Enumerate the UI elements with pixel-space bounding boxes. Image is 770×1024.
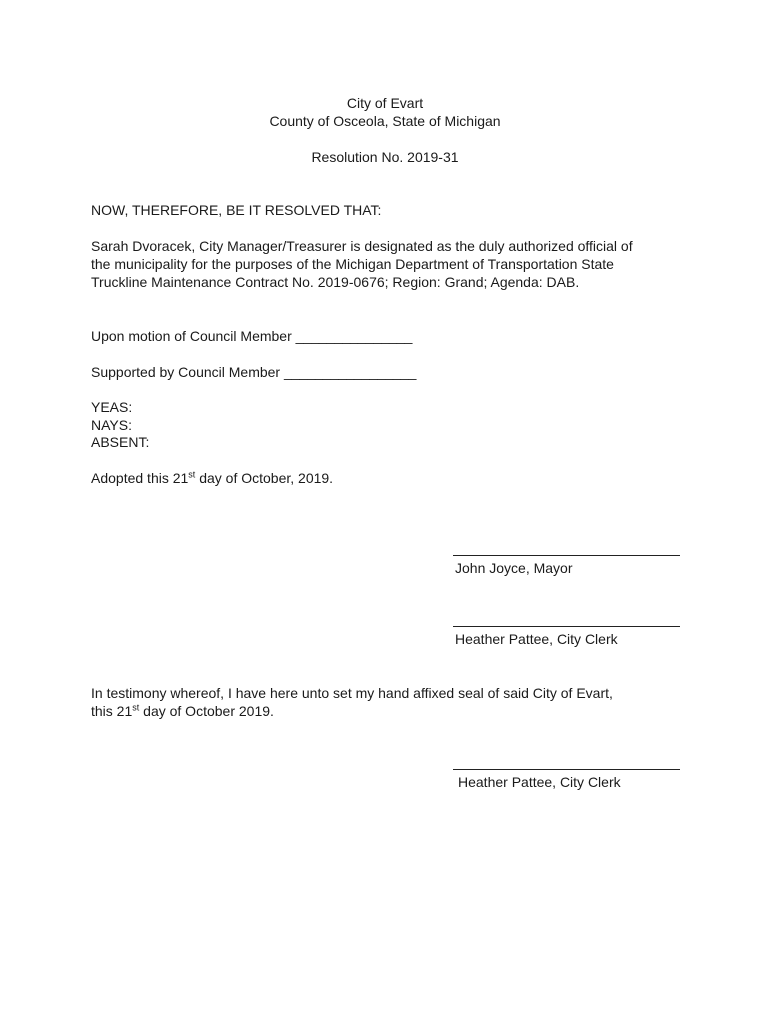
adopted-ordinal: st bbox=[188, 469, 196, 480]
resolution-number: Resolution No. 2019-31 bbox=[311, 149, 459, 165]
adopted-line bbox=[91, 469, 333, 487]
city-name: City of Evart bbox=[346, 95, 424, 111]
adopted-suffix: day of October, 2019. bbox=[195, 470, 334, 486]
testimony-ordinal: st bbox=[132, 702, 140, 713]
testimony-suffix: day of October 2019. bbox=[139, 703, 274, 719]
mayor-signature-name: John Joyce, Mayor bbox=[455, 560, 573, 576]
testimony-line-2 bbox=[91, 702, 274, 720]
paragraph-line: the municipality for the purposes of the Michigan Department of Transportation State bbox=[91, 256, 614, 272]
adopted-prefix: Adopted this 21 bbox=[91, 470, 189, 486]
vote-absent: ABSENT: bbox=[91, 434, 150, 450]
clerk-final-signature-name: Heather Pattee, City Clerk bbox=[458, 774, 621, 790]
vote-yeas: YEAS: bbox=[91, 399, 133, 415]
clerk-signature-line bbox=[453, 626, 680, 627]
clerk-signature-name: Heather Pattee, City Clerk bbox=[455, 631, 618, 647]
testimony-line-1: In testimony whereof, I have here unto set my hand affixed seal of said City of Evart, bbox=[91, 685, 613, 701]
clerk-final-signature-line bbox=[453, 769, 680, 770]
resolved-heading: NOW, THEREFORE, BE IT RESOLVED THAT: bbox=[91, 202, 382, 218]
supported-line: Supported by Council Member _________________ bbox=[91, 364, 417, 380]
paragraph-line: Sarah Dvoracek, City Manager/Treasurer is designated as the duly authorized official of bbox=[91, 238, 633, 254]
motion-line: Upon motion of Council Member _______________ bbox=[91, 328, 413, 344]
paragraph-line: Truckline Maintenance Contract No. 2019-0676; Region: Grand; Agenda: DAB. bbox=[91, 274, 580, 290]
testimony-prefix: this 21 bbox=[91, 703, 133, 719]
vote-nays: NAYS: bbox=[91, 417, 132, 433]
mayor-signature-line bbox=[453, 555, 680, 556]
county-state: County of Osceola, State of Michigan bbox=[269, 113, 501, 129]
